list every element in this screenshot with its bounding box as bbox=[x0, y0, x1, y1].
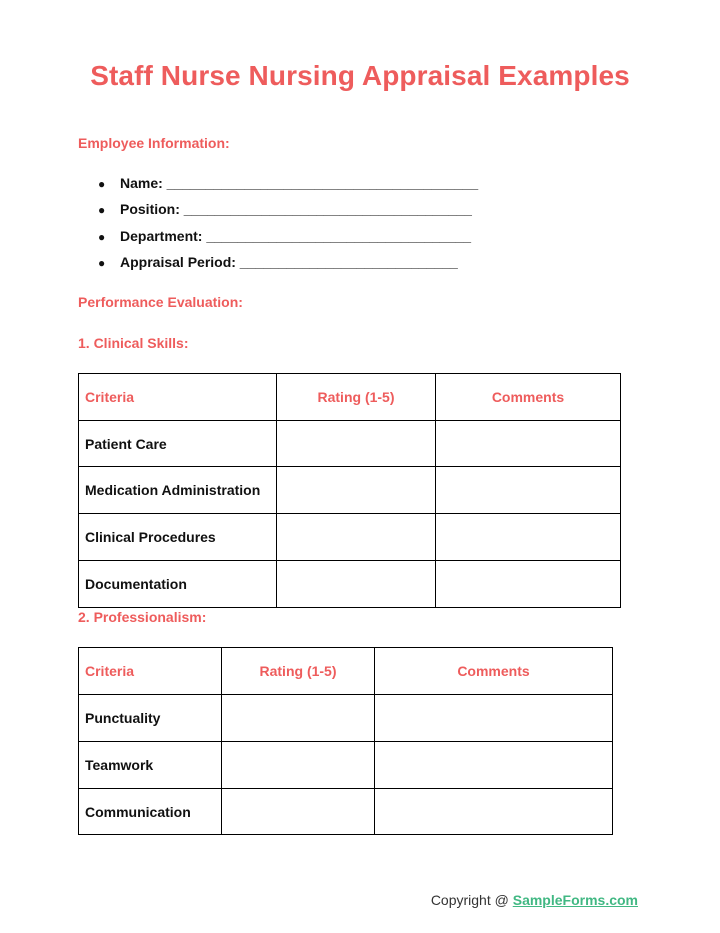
list-item bbox=[98, 172, 478, 198]
rating-cell[interactable] bbox=[277, 467, 436, 514]
table-row bbox=[79, 695, 613, 742]
position-field: Position: _____________________________________ bbox=[120, 201, 472, 218]
criteria-header: Criteria bbox=[79, 374, 277, 421]
comments-cell[interactable] bbox=[436, 421, 621, 467]
appraisal-period-field: Appraisal Period: ____________________________ bbox=[120, 253, 458, 270]
comments-cell[interactable] bbox=[375, 695, 613, 742]
copyright-text: Copyright @ bbox=[430, 892, 513, 908]
table-row bbox=[79, 514, 621, 561]
clinical-skills-heading: 1. Clinical Skills: bbox=[78, 335, 189, 351]
list-item bbox=[98, 225, 478, 251]
clinical-skills-table bbox=[78, 373, 621, 608]
table-row bbox=[79, 789, 613, 835]
employee-info-heading: Employee Information: bbox=[78, 135, 230, 151]
comments-cell[interactable] bbox=[375, 742, 613, 789]
criteria-cell: Documentation bbox=[79, 561, 277, 608]
comments-header: Comments bbox=[375, 648, 613, 695]
comments-cell[interactable] bbox=[375, 789, 613, 835]
brand-link[interactable]: SampleForms.com bbox=[512, 892, 638, 908]
bullet-icon: ● bbox=[98, 203, 106, 218]
employee-fields-list bbox=[98, 172, 478, 277]
bullet-icon: ● bbox=[98, 229, 106, 244]
comments-cell[interactable] bbox=[436, 467, 621, 514]
table-row bbox=[79, 742, 613, 789]
comments-header: Comments bbox=[436, 374, 621, 421]
bullet-icon: ● bbox=[98, 177, 106, 191]
list-item bbox=[98, 251, 478, 277]
rating-cell[interactable] bbox=[222, 695, 375, 742]
rating-header: Rating (1-5) bbox=[222, 648, 375, 695]
rating-cell[interactable] bbox=[222, 789, 375, 835]
name-field: Name: ________________________________________ bbox=[120, 175, 479, 191]
rating-cell[interactable] bbox=[277, 561, 436, 608]
criteria-cell: Teamwork bbox=[79, 742, 222, 789]
table-row bbox=[79, 421, 621, 467]
criteria-header: Criteria bbox=[79, 648, 222, 695]
performance-heading: Performance Evaluation: bbox=[78, 294, 243, 310]
professionalism-heading: 2. Professionalism: bbox=[78, 609, 207, 625]
professionalism-table bbox=[78, 647, 613, 835]
page-title: Staff Nurse Nursing Appraisal Examples bbox=[90, 60, 630, 91]
footer-copyright bbox=[431, 892, 638, 908]
comments-cell[interactable] bbox=[436, 514, 621, 561]
table-header-row bbox=[79, 374, 621, 421]
criteria-cell: Patient Care bbox=[79, 421, 277, 467]
department-field: Department: __________________________________ bbox=[120, 227, 472, 244]
comments-cell[interactable] bbox=[436, 561, 621, 608]
criteria-cell: Clinical Procedures bbox=[79, 514, 277, 561]
bullet-icon: ● bbox=[98, 255, 106, 270]
table-header-row bbox=[79, 648, 613, 695]
rating-cell[interactable] bbox=[222, 742, 375, 789]
rating-cell[interactable] bbox=[277, 514, 436, 561]
criteria-cell: Medication Administration bbox=[79, 467, 277, 514]
criteria-cell: Punctuality bbox=[79, 695, 222, 742]
criteria-cell: Communication bbox=[79, 789, 222, 835]
table-row bbox=[79, 467, 621, 514]
rating-cell[interactable] bbox=[277, 421, 436, 467]
list-item bbox=[98, 198, 478, 224]
rating-header: Rating (1-5) bbox=[277, 374, 436, 421]
table-row bbox=[79, 561, 621, 608]
